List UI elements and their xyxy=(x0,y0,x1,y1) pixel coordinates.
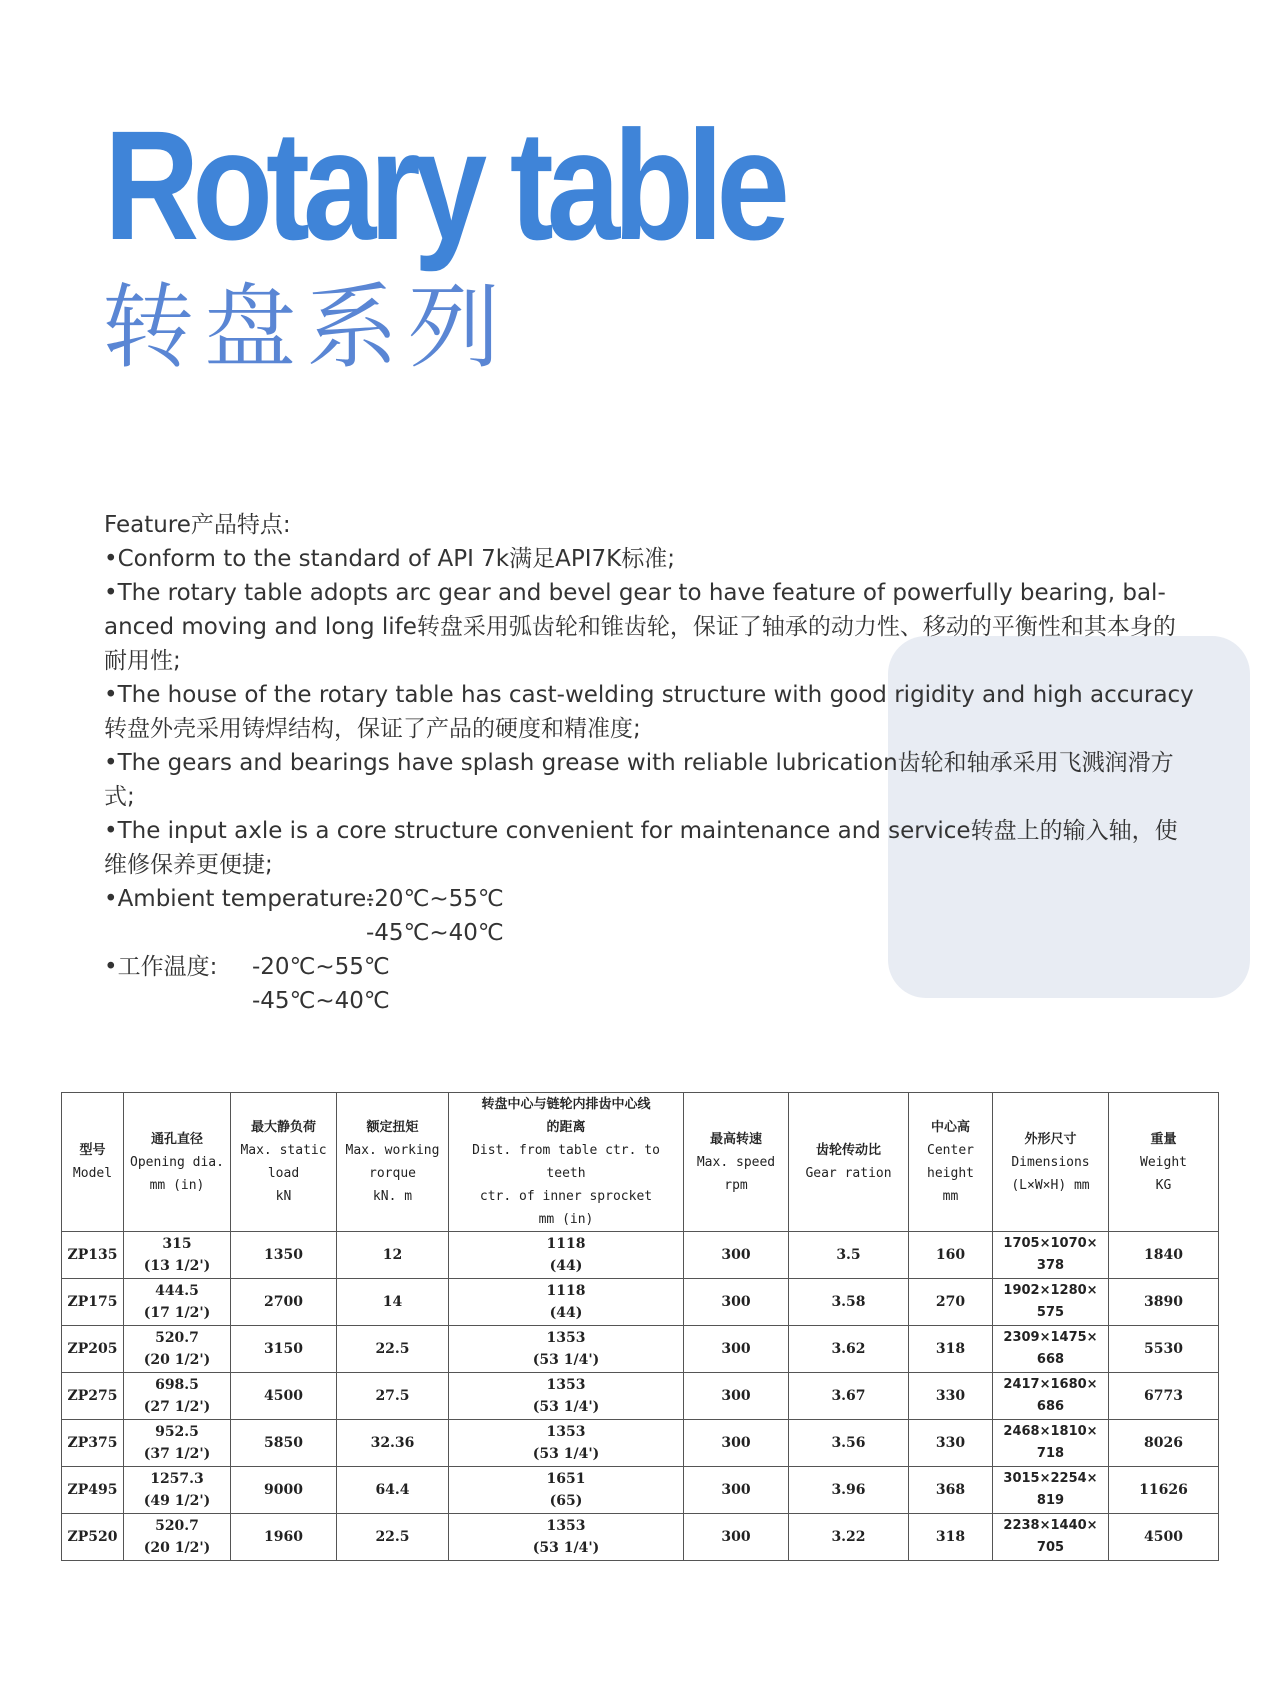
cell-weight-text: 8026 xyxy=(1144,1435,1183,1451)
cell-torque xyxy=(337,1514,449,1561)
header-cn: 最大静负荷 xyxy=(250,1120,316,1135)
cell-height-text: 318 xyxy=(935,1529,966,1545)
cell-weight-text: 3890 xyxy=(1144,1294,1183,1310)
ambient-temperature-label: •Ambient temperature: xyxy=(104,886,382,912)
header-en: ctr. of inner sprocket xyxy=(479,1189,653,1204)
cell-load xyxy=(231,1373,337,1420)
cell-opening-text: 1257.3 xyxy=(150,1471,204,1487)
cell-torque xyxy=(337,1279,449,1326)
cell-model xyxy=(62,1326,124,1373)
cell-height xyxy=(909,1326,993,1373)
cell-opening xyxy=(124,1373,231,1420)
cell-opening-text: 952.5 xyxy=(155,1424,199,1440)
cell-torque-text: 32.36 xyxy=(370,1435,415,1451)
cell-model-text: ZP275 xyxy=(67,1388,118,1404)
feature-heading: Feature产品特点: xyxy=(104,512,291,538)
column-header-dimensions xyxy=(993,1093,1109,1232)
cell-opening-text: (27 1/2') xyxy=(143,1399,211,1415)
header-en: load xyxy=(267,1166,300,1181)
cell-dimensions xyxy=(993,1467,1109,1514)
header-en: (L×W×H) mm xyxy=(1011,1177,1090,1193)
cell-distance xyxy=(449,1420,684,1467)
feature-item: •The gears and bearings have splash grease with reliable lubrication齿轮和轴承采用飞溅润滑方式; xyxy=(104,750,1174,810)
cell-model xyxy=(62,1373,124,1420)
cell-weight xyxy=(1109,1514,1219,1561)
feature-item: •The house of the rotary table has cast-welding structure with good rigidity and high accuracy 转盘外壳采用铸焊结构，保证了产品的硬度和精准度; xyxy=(104,682,1194,742)
cell-ratio-text: 3.56 xyxy=(831,1435,866,1451)
cell-opening xyxy=(124,1514,231,1561)
cell-dimensions xyxy=(993,1326,1109,1373)
cell-load xyxy=(231,1326,337,1373)
cell-ratio-text: 3.62 xyxy=(831,1341,866,1357)
cell-model-text: ZP205 xyxy=(67,1341,118,1357)
cell-model xyxy=(62,1514,124,1561)
cell-model xyxy=(62,1467,124,1514)
cell-ratio-text: 3.22 xyxy=(831,1529,866,1545)
cell-load-text: 1350 xyxy=(264,1247,303,1263)
cell-ratio-text: 3.67 xyxy=(831,1388,866,1404)
cell-load xyxy=(231,1514,337,1561)
column-header-weight xyxy=(1109,1093,1219,1232)
cell-torque-text: 12 xyxy=(382,1247,403,1263)
working-temperature xyxy=(104,950,1194,1018)
cell-model-text: ZP520 xyxy=(67,1529,118,1545)
cell-distance-text: 1353 xyxy=(546,1424,586,1440)
cell-opening xyxy=(124,1467,231,1514)
cell-speed xyxy=(684,1420,789,1467)
cell-speed-text: 300 xyxy=(721,1529,751,1545)
column-header-height xyxy=(909,1093,993,1232)
cell-height-text: 318 xyxy=(935,1341,966,1357)
cell-distance-text: 1118 xyxy=(546,1283,586,1299)
cell-dimensions-text: 2417×1680× xyxy=(1003,1377,1098,1392)
ambient-temperature xyxy=(104,882,1194,950)
cell-torque-text: 22.5 xyxy=(375,1529,410,1545)
cell-torque xyxy=(337,1420,449,1467)
cell-speed-text: 300 xyxy=(721,1388,751,1404)
cell-model-text: ZP495 xyxy=(67,1482,118,1498)
cell-opening-text: (49 1/2') xyxy=(143,1493,211,1509)
cell-dimensions-text: 1705×1070× xyxy=(1003,1236,1098,1251)
header-en: height xyxy=(927,1166,974,1181)
header-en: Weight xyxy=(1140,1154,1187,1170)
cell-load xyxy=(231,1467,337,1514)
spec-table xyxy=(61,1092,1219,1561)
cell-torque xyxy=(337,1467,449,1514)
cell-height xyxy=(909,1373,993,1420)
cell-weight xyxy=(1109,1232,1219,1279)
page-subtitle: 转盘系列 xyxy=(102,274,511,381)
cell-load-text: 5850 xyxy=(264,1435,303,1451)
cell-speed xyxy=(684,1373,789,1420)
cell-opening-text: 520.7 xyxy=(155,1518,199,1534)
cell-opening-text: (17 1/2') xyxy=(143,1305,211,1321)
cell-dimensions-text: 1902×1280× xyxy=(1003,1283,1098,1298)
table-row xyxy=(62,1279,1219,1326)
cell-dimensions xyxy=(993,1279,1109,1326)
cell-opening-text: (13 1/2') xyxy=(143,1258,211,1274)
feature-item: •Conform to the standard of API 7k满足API7K标准; xyxy=(104,546,675,572)
cell-distance-text: 1118 xyxy=(546,1236,586,1252)
working-temperature-value: -20℃~55℃ xyxy=(252,954,390,980)
cell-opening-text: 444.5 xyxy=(155,1283,199,1299)
cell-speed-text: 300 xyxy=(721,1341,751,1357)
cell-load-text: 3150 xyxy=(264,1341,303,1357)
cell-ratio xyxy=(789,1279,909,1326)
header-en: kN xyxy=(275,1189,292,1204)
cell-height xyxy=(909,1232,993,1279)
header-cn: 通孔直径 xyxy=(150,1131,203,1147)
cell-height xyxy=(909,1420,993,1467)
cell-torque xyxy=(337,1373,449,1420)
cell-distance-text: 1353 xyxy=(546,1377,586,1393)
feature-item: •The rotary table adopts arc gear and bevel gear to have feature of powerfully bearing, bal-anced moving and long life转盘采用弧齿轮和锥齿轮，保证了轴承的动力性、移动的平衡性和其本身的耐用性; xyxy=(104,580,1176,674)
cell-dimensions-text: 819 xyxy=(1036,1493,1065,1508)
cell-distance-text: (65) xyxy=(549,1493,583,1509)
header-en: Opening dia. xyxy=(130,1154,224,1170)
cell-torque xyxy=(337,1326,449,1373)
cell-height xyxy=(909,1279,993,1326)
cell-load-text: 4500 xyxy=(264,1388,303,1404)
cell-weight xyxy=(1109,1373,1219,1420)
cell-dimensions xyxy=(993,1514,1109,1561)
header-en: Gear ration xyxy=(805,1166,892,1181)
cell-dimensions-text: 718 xyxy=(1036,1446,1065,1461)
header-en: KG xyxy=(1155,1177,1172,1193)
cell-distance xyxy=(449,1373,684,1420)
cell-height xyxy=(909,1467,993,1514)
column-header-ratio xyxy=(789,1093,909,1232)
cell-load-text: 1960 xyxy=(264,1529,303,1545)
cell-opening xyxy=(124,1279,231,1326)
cell-model xyxy=(62,1279,124,1326)
cell-model xyxy=(62,1420,124,1467)
header-en: mm (in) xyxy=(538,1212,594,1227)
cell-model xyxy=(62,1232,124,1279)
cell-weight xyxy=(1109,1467,1219,1514)
cell-speed xyxy=(684,1279,789,1326)
cell-torque-text: 22.5 xyxy=(375,1341,410,1357)
table-row xyxy=(62,1232,1219,1279)
cell-torque-text: 27.5 xyxy=(375,1388,410,1404)
cell-ratio-text: 3.58 xyxy=(831,1294,866,1310)
cell-torque xyxy=(337,1232,449,1279)
cell-ratio-text: 3.96 xyxy=(831,1482,866,1498)
cell-dimensions xyxy=(993,1373,1109,1420)
column-header-model xyxy=(62,1093,124,1232)
table-row xyxy=(62,1373,1219,1420)
cell-dimensions-text: 686 xyxy=(1036,1399,1065,1414)
cell-distance xyxy=(449,1326,684,1373)
header-en: Model xyxy=(72,1166,113,1181)
cell-opening xyxy=(124,1326,231,1373)
header-cn: 最高转速 xyxy=(709,1131,762,1147)
header-en: Center xyxy=(927,1143,974,1158)
cell-torque-text: 14 xyxy=(382,1294,403,1310)
cell-opening-text: 698.5 xyxy=(155,1377,199,1393)
table-row xyxy=(62,1420,1219,1467)
cell-ratio xyxy=(789,1326,909,1373)
cell-speed-text: 300 xyxy=(721,1294,751,1310)
cell-distance xyxy=(449,1232,684,1279)
column-header-torque xyxy=(337,1093,449,1232)
cell-speed-text: 300 xyxy=(721,1435,751,1451)
cell-height xyxy=(909,1514,993,1561)
cell-load xyxy=(231,1232,337,1279)
cell-distance-text: 1353 xyxy=(546,1330,586,1346)
cell-load xyxy=(231,1420,337,1467)
cell-weight-text: 5530 xyxy=(1144,1341,1183,1357)
cell-dimensions-text: 2309×1475× xyxy=(1003,1330,1098,1345)
cell-weight xyxy=(1109,1420,1219,1467)
cell-opening-text: (20 1/2') xyxy=(143,1540,211,1556)
cell-ratio-text: 3.5 xyxy=(836,1247,861,1263)
cell-model-text: ZP175 xyxy=(67,1294,118,1310)
header-cn: 额定扭矩 xyxy=(366,1120,419,1135)
cell-weight xyxy=(1109,1279,1219,1326)
column-header-distance xyxy=(449,1093,684,1232)
header-cn: 齿轮传动比 xyxy=(815,1143,881,1158)
page-title: Rotary table xyxy=(104,98,783,273)
cell-dimensions-text: 2238×1440× xyxy=(1003,1518,1098,1533)
cell-ratio xyxy=(789,1467,909,1514)
working-temperature-value: -45℃~40℃ xyxy=(252,988,390,1014)
cell-distance-text: 1353 xyxy=(546,1518,586,1534)
header-cn: 外形尺寸 xyxy=(1024,1131,1077,1147)
cell-distance xyxy=(449,1514,684,1561)
column-header-load xyxy=(231,1093,337,1232)
cell-height-text: 270 xyxy=(935,1294,966,1310)
cell-height-text: 330 xyxy=(935,1435,966,1451)
cell-distance xyxy=(449,1467,684,1514)
table-header-row xyxy=(62,1093,1219,1232)
column-header-opening xyxy=(124,1093,231,1232)
table-row xyxy=(62,1467,1219,1514)
cell-weight-text: 1840 xyxy=(1144,1247,1183,1263)
header-en: Max. static xyxy=(240,1143,327,1158)
cell-dimensions-text: 2468×1810× xyxy=(1003,1424,1098,1439)
cell-height-text: 330 xyxy=(935,1388,966,1404)
cell-dimensions-text: 668 xyxy=(1036,1352,1065,1367)
cell-dimensions-text: 705 xyxy=(1036,1540,1065,1555)
cell-opening xyxy=(124,1232,231,1279)
header-en: rpm xyxy=(724,1177,748,1193)
cell-speed xyxy=(684,1326,789,1373)
header-cn: 转盘中心与链轮内排齿中心线 xyxy=(481,1097,651,1112)
header-en: Max. working xyxy=(345,1143,440,1158)
cell-dimensions-text: 3015×2254× xyxy=(1003,1471,1098,1486)
cell-load-text: 2700 xyxy=(264,1294,303,1310)
cell-distance xyxy=(449,1279,684,1326)
cell-opening-text: 520.7 xyxy=(155,1330,199,1346)
working-temperature-label: •工作温度: xyxy=(104,954,225,980)
cell-opening-text: (37 1/2') xyxy=(143,1446,211,1462)
ambient-temperature-value: -45℃~40℃ xyxy=(366,920,504,946)
cell-distance-text: (53 1/4') xyxy=(532,1446,600,1462)
cell-ratio xyxy=(789,1232,909,1279)
cell-model-text: ZP375 xyxy=(67,1435,118,1451)
cell-dimensions xyxy=(993,1232,1109,1279)
table-row xyxy=(62,1514,1219,1561)
cell-distance-text: (53 1/4') xyxy=(532,1399,600,1415)
cell-distance-text: (44) xyxy=(549,1305,583,1321)
feature-list xyxy=(104,508,1194,1018)
cell-model-text: ZP135 xyxy=(67,1247,118,1263)
header-cn: 重量 xyxy=(1150,1131,1177,1147)
cell-distance-text: (44) xyxy=(549,1258,583,1274)
cell-weight xyxy=(1109,1326,1219,1373)
cell-weight-text: 11626 xyxy=(1139,1482,1188,1498)
cell-load-text: 9000 xyxy=(264,1482,303,1498)
cell-opening xyxy=(124,1420,231,1467)
header-en: Dimensions xyxy=(1011,1154,1090,1170)
cell-ratio xyxy=(789,1420,909,1467)
header-cn: 中心高 xyxy=(930,1120,970,1135)
cell-height-text: 160 xyxy=(935,1247,966,1263)
cell-speed xyxy=(684,1232,789,1279)
cell-dimensions-text: 378 xyxy=(1036,1258,1065,1273)
feature-item: •The input axle is a core structure convenient for maintenance and service转盘上的输入轴，使维修保养更便捷; xyxy=(104,818,1178,878)
header-cn: 型号 xyxy=(79,1143,106,1158)
cell-weight-text: 4500 xyxy=(1144,1529,1183,1545)
cell-ratio xyxy=(789,1514,909,1561)
cell-distance-text: 1651 xyxy=(546,1471,586,1487)
cell-speed xyxy=(684,1467,789,1514)
cell-opening-text: 315 xyxy=(162,1236,192,1252)
cell-speed-text: 300 xyxy=(721,1482,751,1498)
cell-dimensions-text: 575 xyxy=(1036,1305,1065,1320)
cell-load xyxy=(231,1279,337,1326)
cell-torque-text: 64.4 xyxy=(375,1482,410,1498)
cell-opening-text: (20 1/2') xyxy=(143,1352,211,1368)
cell-ratio xyxy=(789,1373,909,1420)
header-en: mm (in) xyxy=(149,1177,205,1193)
cell-weight-text: 6773 xyxy=(1144,1388,1183,1404)
column-header-speed xyxy=(684,1093,789,1232)
header-cn: 的距离 xyxy=(546,1120,586,1135)
header-en: Dist. from table ctr. to teeth xyxy=(472,1143,660,1181)
header-en: rorque xyxy=(369,1166,416,1181)
table-row xyxy=(62,1326,1219,1373)
cell-dimensions xyxy=(993,1420,1109,1467)
cell-distance-text: (53 1/4') xyxy=(532,1540,600,1556)
header-en: Max. speed xyxy=(696,1154,776,1170)
cell-height-text: 368 xyxy=(935,1482,966,1498)
header-en: mm xyxy=(942,1189,959,1204)
cell-speed xyxy=(684,1514,789,1561)
cell-distance-text: (53 1/4') xyxy=(532,1352,600,1368)
cell-speed-text: 300 xyxy=(721,1247,751,1263)
ambient-temperature-value: -20℃~55℃ xyxy=(366,886,504,912)
header-en: kN. m xyxy=(372,1189,413,1204)
